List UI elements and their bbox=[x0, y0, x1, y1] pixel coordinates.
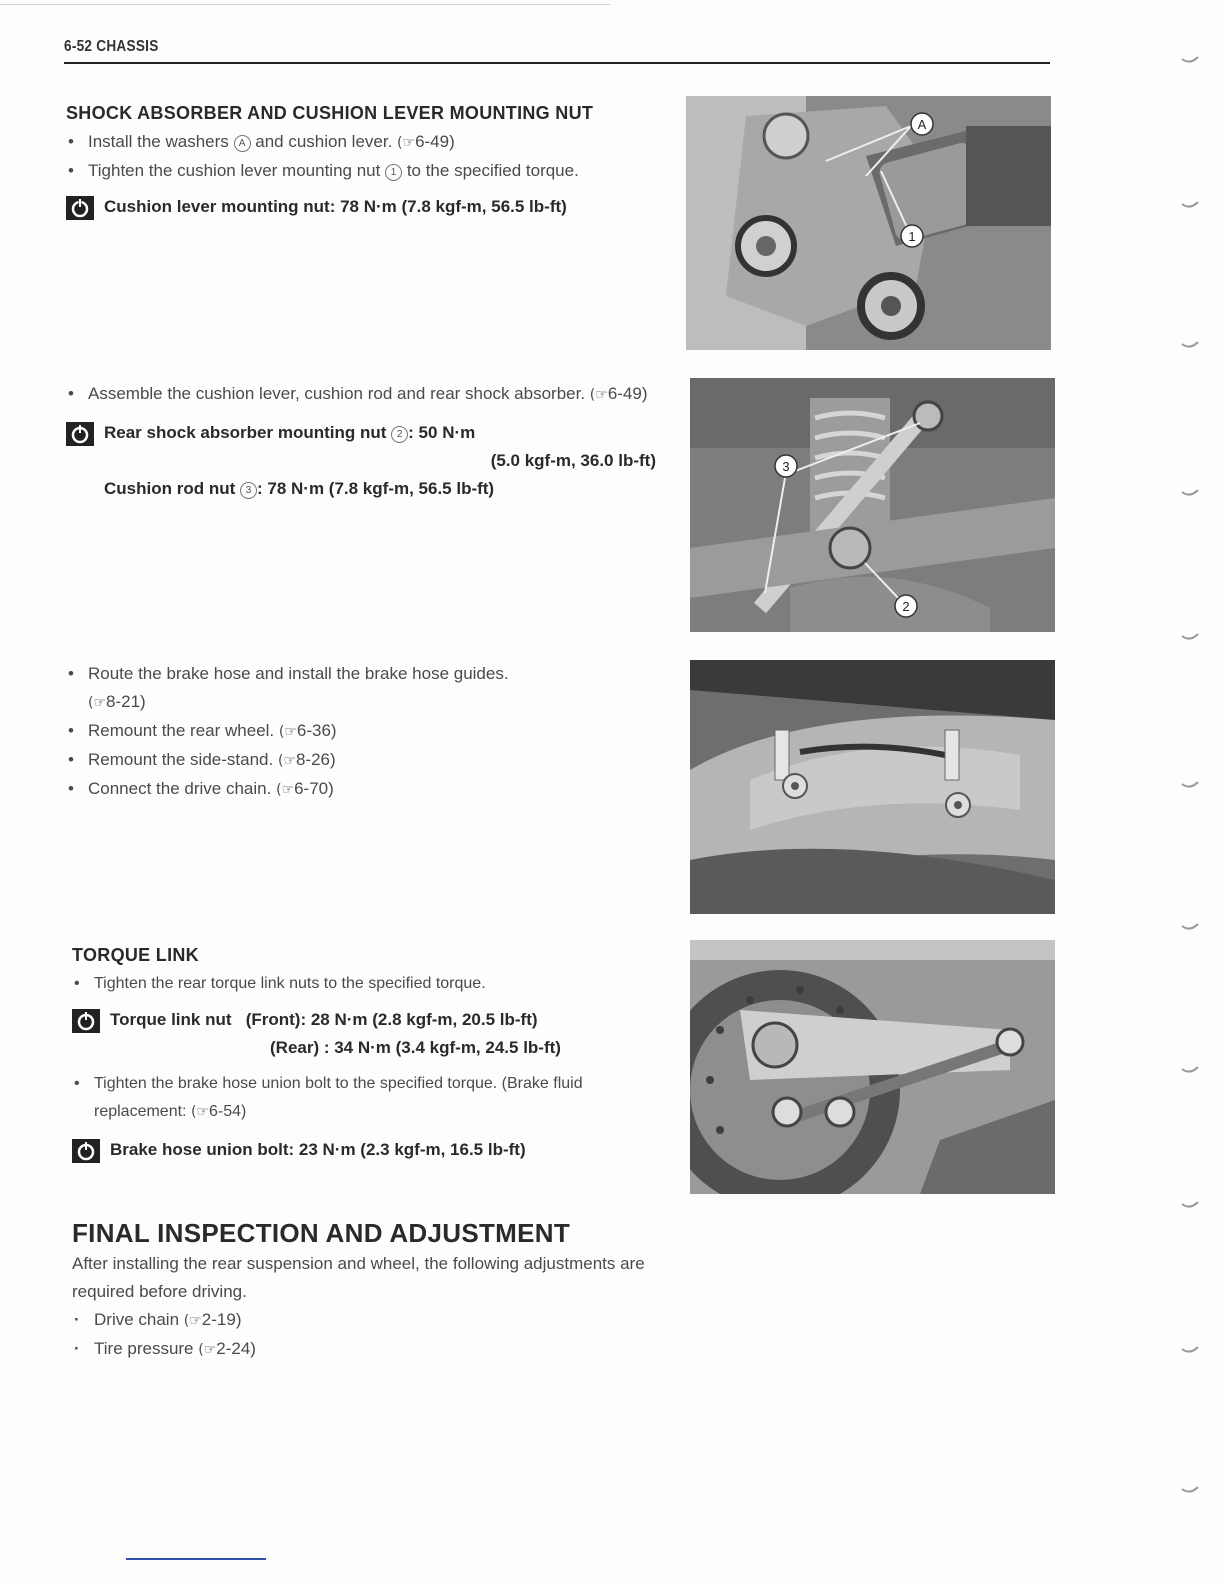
section-final-inspection bbox=[72, 1216, 672, 1364]
bullet-text: Route the brake hose and install the brake hose guides. bbox=[88, 664, 509, 683]
reference-icon: (☞ bbox=[397, 135, 416, 151]
section-assemble bbox=[66, 380, 666, 503]
binding-mark bbox=[1180, 922, 1200, 932]
top-scan-line bbox=[0, 4, 610, 5]
bullet bbox=[66, 746, 666, 775]
photo-rear-shock bbox=[690, 378, 1055, 632]
binding-mark bbox=[1180, 1345, 1200, 1355]
torque-wrench-icon bbox=[66, 422, 94, 446]
page-reference[interactable]: 8-26) bbox=[295, 750, 336, 769]
reference-icon: (☞ bbox=[589, 387, 608, 403]
torque-text: Torque link nut bbox=[110, 1010, 232, 1029]
section-shock-absorber bbox=[66, 98, 666, 221]
page-reference[interactable]: 2-19) bbox=[201, 1310, 242, 1329]
torque-text: (5.0 kgf-m, 36.0 lb-ft) bbox=[490, 451, 656, 470]
torque-text: : 78 N·m (7.8 kgf-m, 56.5 lb-ft) bbox=[257, 479, 495, 498]
bullet-text: Tighten the brake hose union bolt to the specified torque. (Brake fluid replacement: bbox=[94, 1075, 583, 1120]
reference-icon: (☞ bbox=[88, 695, 107, 711]
item-text: Tire pressure bbox=[94, 1339, 194, 1358]
callout-mark: A bbox=[234, 135, 251, 152]
bullet bbox=[66, 717, 666, 746]
header-rule bbox=[64, 62, 1050, 64]
bullet bbox=[66, 157, 666, 185]
torque-text: Cushion rod nut bbox=[104, 479, 236, 498]
page-header: 6-52 CHASSIS bbox=[64, 38, 159, 55]
torque-spec bbox=[72, 1136, 672, 1164]
photo-callout: 3 bbox=[782, 459, 790, 474]
torque-wrench-icon bbox=[72, 1009, 100, 1033]
bullet bbox=[66, 128, 666, 157]
bullet-text: Install the washers bbox=[88, 132, 229, 151]
binding-mark bbox=[1180, 200, 1200, 210]
bullet-text: Remount the side-stand. bbox=[88, 750, 274, 769]
bullet bbox=[66, 380, 666, 409]
photo-torque-link-image bbox=[690, 940, 1055, 1194]
reference-icon: (☞ bbox=[276, 782, 295, 798]
page-reference[interactable]: 6-49) bbox=[607, 384, 648, 403]
reference-icon: (☞ bbox=[278, 724, 297, 740]
section-route bbox=[66, 660, 666, 804]
torque-spec bbox=[66, 193, 666, 221]
page-reference[interactable]: 2-24) bbox=[216, 1339, 256, 1358]
binding-mark bbox=[1180, 780, 1200, 790]
bullet-text: Tighten the rear torque link nuts to the specified torque. bbox=[94, 975, 486, 992]
torque-text: (Front): 28 N·m (2.8 kgf-m, 20.5 lb-ft) bbox=[245, 1010, 538, 1029]
section-title: FINAL INSPECTION AND ADJUSTMENT bbox=[72, 1218, 571, 1248]
torque-text: Brake hose union bolt: 23 N·m (2.3 kgf-m, 16.5 lb-ft) bbox=[110, 1140, 526, 1159]
photo-cushion-lever bbox=[686, 96, 1051, 350]
item-text: Drive chain bbox=[94, 1310, 180, 1329]
reference-icon: (☞ bbox=[277, 753, 296, 769]
intro-paragraph: After installing the rear suspension and wheel, the following adjustments are required before driving. bbox=[72, 1254, 645, 1301]
section-title: TORQUE LINK bbox=[72, 945, 199, 965]
section-torque-link bbox=[72, 940, 672, 1164]
binding-mark bbox=[1180, 55, 1200, 65]
photo-brake-hose-guides-image bbox=[690, 660, 1055, 914]
bullet-text: Remount the rear wheel. bbox=[88, 721, 275, 740]
callout-mark: 2 bbox=[391, 426, 408, 443]
photo-callout: A bbox=[917, 117, 927, 132]
torque-spec bbox=[72, 1006, 672, 1062]
bullet bbox=[72, 970, 672, 998]
photo-callout: 2 bbox=[902, 599, 910, 614]
photo-cushion-lever-image bbox=[686, 96, 1051, 350]
photo-rear-shock-image bbox=[690, 378, 1055, 632]
binding-mark bbox=[1180, 1200, 1200, 1210]
page-reference[interactable]: 8-21) bbox=[106, 692, 146, 711]
reference-icon: (☞ bbox=[198, 1342, 217, 1358]
bullet-text: Assemble the cushion lever, cushion rod and rear shock absorber. bbox=[88, 384, 586, 403]
list-item bbox=[72, 1335, 672, 1364]
page-reference[interactable]: 6-54) bbox=[208, 1103, 247, 1120]
torque-spec bbox=[66, 419, 666, 503]
bullet bbox=[72, 1070, 672, 1126]
bullet bbox=[66, 660, 666, 717]
bullet-text: Tighten the cushion lever mounting nut bbox=[88, 161, 381, 180]
bottom-rule bbox=[126, 1558, 266, 1560]
torque-wrench-icon bbox=[72, 1139, 100, 1163]
binding-mark bbox=[1180, 340, 1200, 350]
torque-wrench-icon bbox=[66, 196, 94, 220]
callout-mark: 3 bbox=[240, 482, 257, 499]
page-reference[interactable]: 6-36) bbox=[296, 721, 337, 740]
photo-torque-link bbox=[690, 940, 1055, 1194]
reference-icon: (☞ bbox=[190, 1104, 209, 1120]
photo-brake-hose-guides bbox=[690, 660, 1055, 914]
callout-mark: 1 bbox=[385, 164, 402, 181]
photo-callout: 1 bbox=[908, 229, 916, 244]
bullet-text: Connect the drive chain. bbox=[88, 779, 272, 798]
bullet bbox=[66, 775, 666, 804]
page-reference[interactable]: 6-49) bbox=[415, 132, 455, 151]
torque-text: Cushion lever mounting nut: 78 N·m (7.8 kgf-m, 56.5 lb-ft) bbox=[104, 197, 567, 216]
page-reference[interactable]: 6-70) bbox=[294, 779, 334, 798]
torque-text: Rear shock absorber mounting nut bbox=[104, 423, 387, 442]
torque-text: : 50 N·m bbox=[408, 423, 476, 442]
binding-mark bbox=[1180, 1485, 1200, 1495]
reference-icon: (☞ bbox=[183, 1313, 202, 1329]
bullet-text: to the specified torque. bbox=[406, 161, 579, 180]
list-item bbox=[72, 1306, 672, 1335]
binding-mark bbox=[1180, 488, 1200, 498]
torque-text: (Rear) : 34 N·m (3.4 kgf-m, 24.5 lb-ft) bbox=[270, 1038, 561, 1057]
bullet-text: and cushion lever. bbox=[255, 132, 393, 151]
binding-mark bbox=[1180, 632, 1200, 642]
section-title: SHOCK ABSORBER AND CUSHION LEVER MOUNTING NUT bbox=[66, 103, 594, 123]
binding-mark bbox=[1180, 1065, 1200, 1075]
